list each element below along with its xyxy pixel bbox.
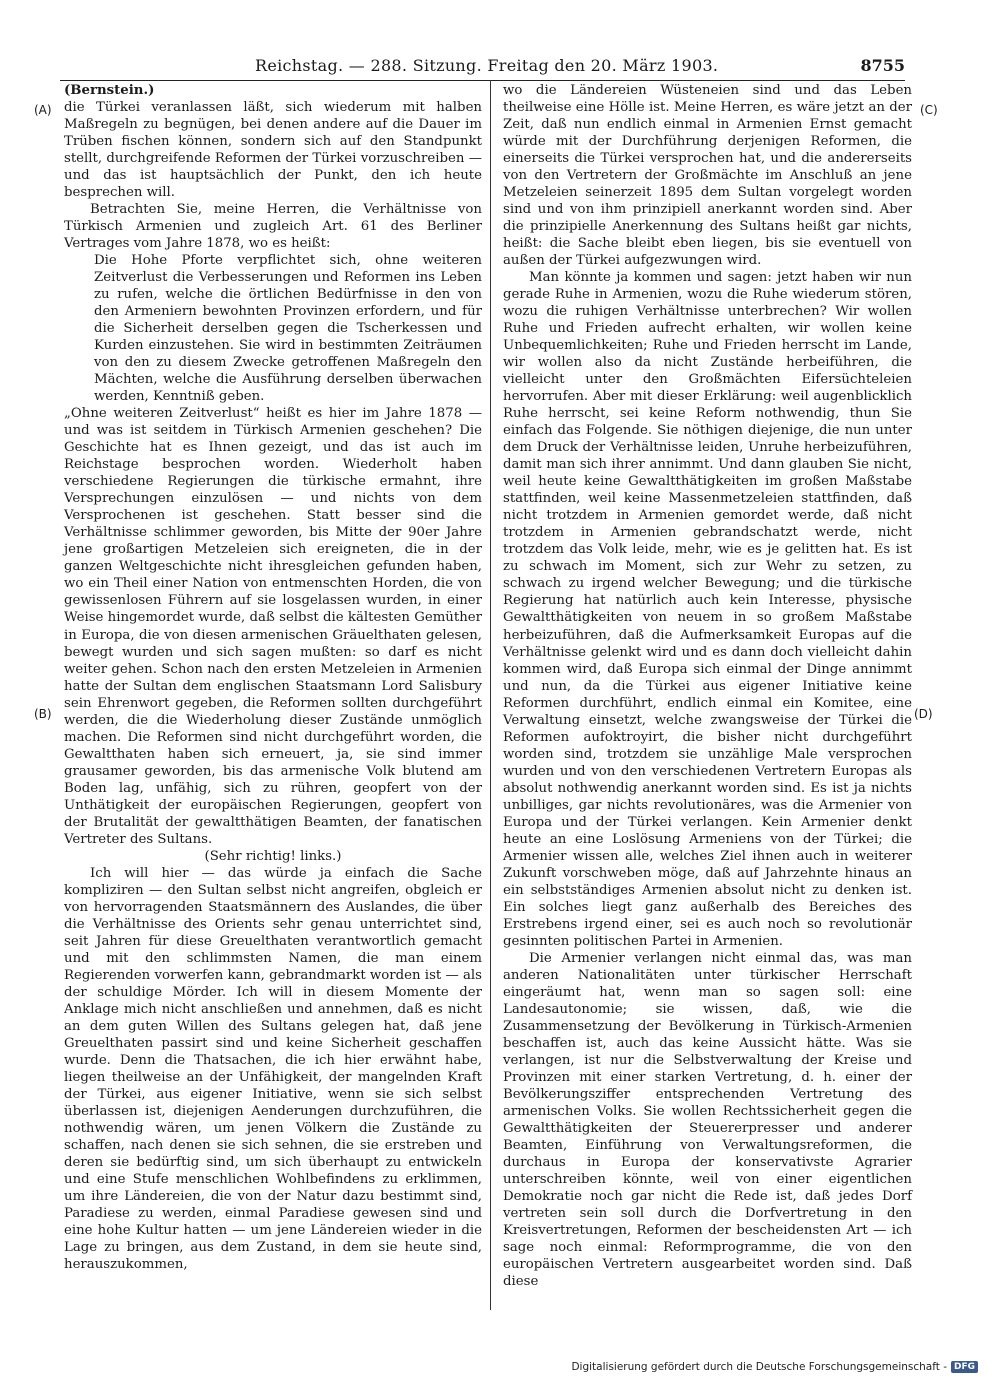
interjection: (Sehr richtig! links.) — [204, 848, 342, 864]
margin-marker-a: (A) — [34, 103, 52, 117]
margin-marker-d: (D) — [914, 707, 933, 721]
paragraph: „Ohne weiteren Zeitverlust“ heißt es hier im Jahre 1878 — und was ist seitdem in Türkisch Armenien geschehen? Die Geschichte hat es Ihnen gezeigt, und das ist auch im Reichstage besprochen worden. Wiederholt haben verschiedene Regierungen die türkische ermahnt, ihre Versprechungen einzulösen — und nichts von dem Versprochenen ist geschehen. Statt besser sind die Verhältnisse schlimmer geworden, bis Mitte der 90er Jahre jene großartigen Metzeleien sich ereigneten, die in der ganzen Weltgeschichte nicht ihresgleichen gefunden haben, wo ein Theil einer Nation von entmenschten Horden, die von gewissenlosen Führern auf sie losgelassen wurden, in einer Weise hingemordet wurde, daß selbst die kältesten Gemüther in Europa, die von diesen armenischen Gräuelthaten gelesen, bewegt wurden und sich sagen mußten: so darf es nicht weiter gehen. Schon nach den ersten Metzeleien in Armenien hatte der Sultan dem englischen Staatsmann Lord Salisbury sein Ehrenwort gegeben, die Reformen sollten durchgeführt werden, die die Wiederholung dieser Zustände unmöglich machen. Die Reformen sind nicht durchgeführt worden, die Gewaltthaten haben sich erneuert, ja, sie sind immer grausamer geworden, bis das armenische Volk blutend am Boden lag, unfähig, sich zu rühren, geopfert von der Unthätigkeit der europäischen Regierungen, geopfert von der Brutalität der gewaltthätigen Beamten, der fanatischen Vertreter des Sultans. — [64, 406, 482, 847]
paragraph: Man könnte ja kommen und sagen: jetzt haben wir nun gerade Ruhe in Armenien, wozu die Ruhe wiederum stören, wozu die ruhigen Verhältnisse unterbrechen? Wir wollen Ruhe und Frieden aufrecht erhalten, wir wollen keine Unbequemlichkeiten; Ruhe und Frieden herrscht im Lande, wir wollen also da nicht Zustände herbeiführen, die vielleicht unter den Großmächten Eifersüchteleien hervorrufen. Aber mit dieser Erklärung: weil augenblicklich Ruhe herrscht, sei keine Reform nothwendig, thun Sie einfach das Folgende. Sie nöthigen diejenige, die nun unter dem Druck der Verhältnisse leiden, Unruhe herbeizuführen, damit man sich ihrer annimmt. Und dann glauben Sie nicht, weil heute keine Gewaltthätigkeiten im großen Maßstabe stattfinden, weil keine Massenmetzeleien stattfinden, daß nicht trotzdem in Armenien gemordet werde, daß nicht trotzdem in Armenien gebrandschatzt werde, nicht trotzdem das Volk leide, mehr, wie es je gelitten hat. Es ist zu schwach im Moment, sich zur Wehr zu setzen, zu schwach zu irgend welcher Bewegung; und die türkische Regierung hat natürlich auch kein Interesse, physische Gewaltthätigkeiten von neuem in so großem Maßstabe herbeizuführen, daß die Aufmerksamkeit Europas auf die Verhältnisse gelenkt wird und es dann doch vielleicht dahin kommen wird, daß Europa sich einmal der Dinge annimmt und nun, da die Türkei aus eigener Initiative keine Reformen durchführt, endlich einmal ein Komitee, eine Verwaltung einsetzt, welche zwangsweise der Türkei die Reformen aufoktroyirt, die bisher nicht durchgeführt worden sind, trotzdem sie unzählige Male versprochen wurden und von den verschiedenen Vertretern Europas als absolut nothwendig anerkannt worden sind. Es ist ja nichts unbilliges, gar nichts revolutionäres, was die Armenier von Europa und der Türkei verlangen. Kein Armenier denkt heute an eine Loslösung Armeniens von der Türkei; die Armenier wissen alle, welches Ziel ihnen auch in weiterer Zukunft vorschweben möge, daß auf Jahrzehnte hinaus an ein selbstständiges Armenien absolut nicht zu denken ist. Ein solches liegt ganz außerhalb des Bereiches des Erstrebens irgend einer, sei es auch noch so revolutionär gesinnten politischen Partei in Armenien. — [503, 270, 912, 949]
footer-text: Digitalisierung gefördert durch die Deutsche Forschungsgemeinschaft - — [571, 1361, 947, 1373]
column-divider — [490, 80, 491, 1310]
paragraph: Die Armenier verlangen nicht einmal das, was man anderen Nationalitäten unter türkischer Herrschaft eingeräumt hat, wenn man so sagen soll: eine Landesautonomie; sie wissen, daß, wie die Zusammensetzung der Bevölkerung in Türkisch-Armenien beschaffen ist, auch das keine Aussicht hätte. Was sie verlangen, ist nur die Selbstverwaltung der Kreise und Provinzen mit einer starken Vertretung, d. h. einer der Bevölkerungsziffer entsprechenden Vertretung des armenischen Volks. Sie wollen Rechtssicherheit gegen die Gewaltthätigkeiten der Steuererpresser und anderer Beamten, Einführung von Verwaltungsreformen, die durchaus in Europa der konservativste Agrarier unterschreiben könnte, weil von einer eigentlichen Demokratie noch gar nicht die Rede ist, daß jedes Dorf vertreten sein soll durch die Dorfvertretung in den Kreisvertretungen, Reformen der bescheidensten Art — ich sage noch einmal: Reformprogramme, die von den europäischen Vertretern ausgearbeitet worden sind. Daß diese — [503, 950, 912, 1290]
margin-marker-c: (C) — [920, 103, 938, 117]
page-number: 8755 — [860, 56, 905, 75]
margin-marker-b: (B) — [34, 707, 52, 721]
paragraph: wo die Ländereien Wüsteneien sind und das Leben theilweise eine Hölle ist. Meine Herren, es wäre jetzt an der Zeit, daß nun endlich einmal in Armenien Ernst gemacht würde mit der Durchführung derjenigen Reformen, die einerseits die Türkei versprochen hat, und die andererseits von den Vertretern der Großmächte im Anschluß an jene Metzeleien seinerzeit 1895 dem Sultan vorgelegt worden sind und von ihm prinzipiell anerkannt worden sind. Aber die prinzipielle Anerkennung des Sultans heißt gar nichts, heißt: die Sache bleibt eben liegen, bis sie eventuell von außen der Türkei aufgezwungen wird. — [503, 83, 912, 269]
speaker-label: (Bernstein.) — [64, 83, 155, 98]
header-title: Reichstag. — 288. Sitzung. Freitag den 20. März 1903. — [255, 56, 719, 75]
paragraph: die Türkei veranlassen läßt, sich wiederum mit halben Maßregeln zu begnügen, bei denen andere auf die Dauer im Trüben fischen können, sondern sich auf den Standpunkt stellt, durchgreifende Reformen der Türkei vorzuschreiben — und das ist hauptsächlich der Punkt, den ich heute besprechen will. — [64, 100, 482, 201]
left-column — [64, 82, 482, 1273]
digitization-footer — [571, 1361, 978, 1373]
paragraph: Betrachten Sie, meine Herren, die Verhältnisse von Türkisch Armenien und zugleich Art. 61 des Berliner Vertrages vom Jahre 1878, wo es heißt: — [64, 202, 482, 252]
dfg-logo: DFG — [951, 1361, 978, 1373]
right-column — [503, 82, 912, 1290]
treaty-quote: Die Hohe Pforte verpflichtet sich, ohne weiteren Zeitverlust die Verbesserungen und Reformen ins Leben zu rufen, welche die örtlichen Bedürfnisse in den von den Armeniern bewohnten Provinzen erfordern, und für die Sicherheit derselben gegen die Tscherkessen und Kurden einzustehen. Sie wird in bestimmten Zeiträumen von den zu diesem Zwecke getroffenen Maßregeln den Mächten, welche die Ausführung derselben überwachen werden, Kenntniß geben. — [94, 253, 482, 405]
paragraph: Ich will hier — das würde ja einfach die Sache kompliziren — den Sultan selbst nicht angreifen, obgleich er von hervorragenden Staatsmännern des Auslandes, die über die Verhältnisse des Orients sehr genau unterrichtet sind, seit Jahren für diese Greuelthaten verantwortlich gemacht und mit den schlimmsten Namen, die man einem Regierenden vorwerfen kann, gebrandmarkt worden ist — als der schuldige Mörder. Ich will in diesem Momente der Anklage mich nicht anschließen und annehmen, daß es nicht an dem guten Willen des Sultans gelegen hat, daß jene Greuelthaten passirt sind und keine Sicherheit geschaffen wurde. Denn die Thatsachen, die ich hier erwähnt habe, liegen theilweise an der Unfähigkeit, der mangelnden Kraft der Türkei, aus eigener Initiative, wenn sie sich selbst überlassen ist, diejenigen Aenderungen durchzuführen, die nothwendig wären, um jenen Völkern die Zustände zu schaffen, nach denen sie sich sehnen, die sie erstreben und deren sie bedürftig sind, um sich überhaupt zu entwickeln und eine Stufe menschlichen Wohlbefindens zu erklimmen, um ihre Ländereien, die von der Natur dazu bestimmt sind, Paradiese zu werden, einmal Paradiese gewesen sind und eine hohe Kultur hatten — um jene Ländereien wieder in die Lage zu bringen, aus dem Zustand, in dem sie heute sind, herauszukommen, — [64, 865, 482, 1273]
page-header — [60, 56, 905, 81]
